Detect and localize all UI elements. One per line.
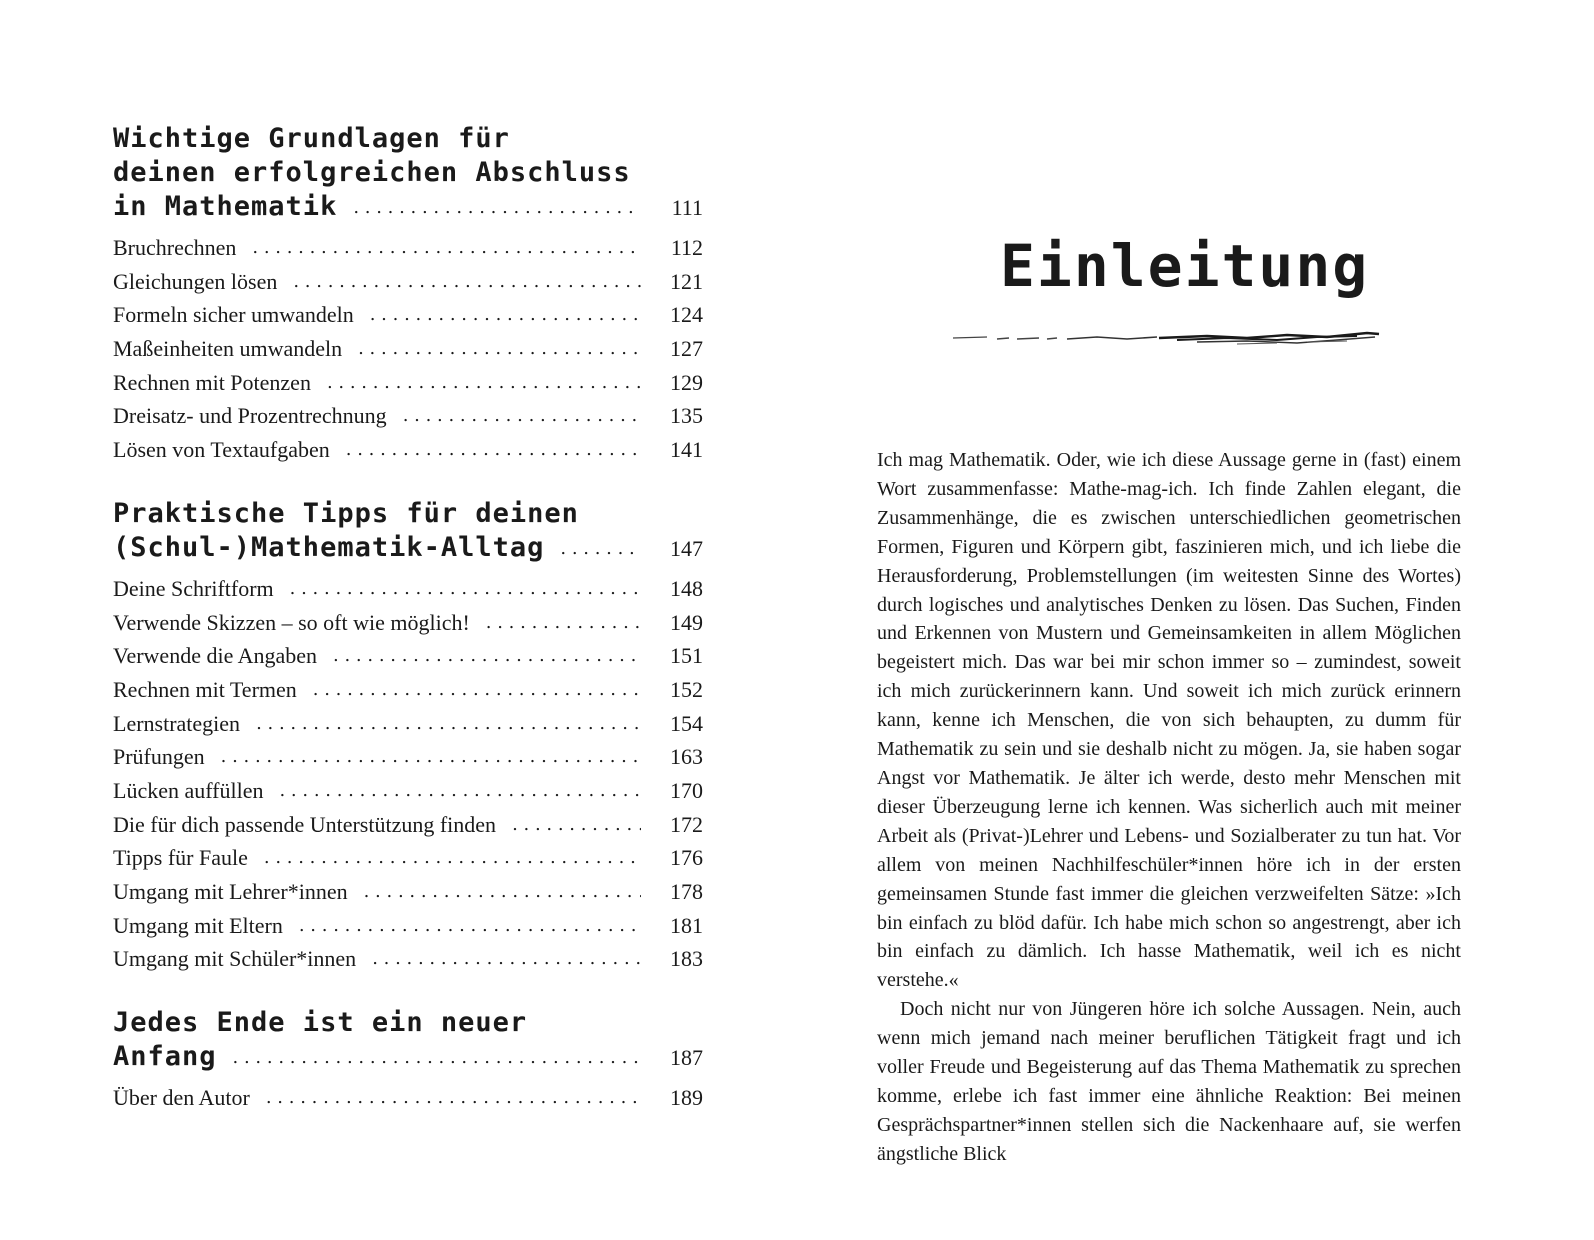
toc-entry-page: 127 xyxy=(670,336,703,362)
dot-leader xyxy=(313,673,641,707)
toc-entry-page: 135 xyxy=(670,403,703,429)
toc-entry-page: 121 xyxy=(670,268,703,294)
chapter-heading: Einleitung xyxy=(1000,232,1370,300)
toc-section-title xyxy=(113,497,703,568)
dot-leader xyxy=(370,298,641,332)
toc-entry-title: Die für dich passende Unterstützung finden xyxy=(113,811,497,837)
toc-section-page: 111 xyxy=(671,195,703,220)
toc-entry xyxy=(113,707,703,741)
toc-entry-title: Lösen von Textaufgaben xyxy=(113,437,330,463)
toc-entry xyxy=(113,1081,703,1115)
toc-section-title-line: Anfang xyxy=(113,1041,217,1073)
toc-entry xyxy=(113,399,703,433)
toc-entry-page: 170 xyxy=(670,777,703,803)
toc-entry-title: Tipps für Faule xyxy=(113,845,248,871)
dot-leader xyxy=(256,707,641,741)
toc-entry xyxy=(113,366,703,400)
toc-entry-title: Über den Autor xyxy=(113,1085,250,1111)
toc-entry xyxy=(113,909,703,943)
dot-leader xyxy=(327,366,641,400)
toc-entry xyxy=(113,265,703,299)
toc-entry-page: 172 xyxy=(670,811,703,837)
dot-leader xyxy=(290,572,641,606)
toc-section-title-line: in Mathematik xyxy=(113,191,338,222)
dot-leader xyxy=(221,740,641,774)
dot-leader xyxy=(512,808,641,842)
toc-entry-page: 129 xyxy=(670,369,703,395)
toc-section-grundlagen xyxy=(113,122,703,467)
dot-leader xyxy=(266,1081,641,1115)
dot-leader xyxy=(279,774,641,808)
toc-entry-page: 152 xyxy=(670,676,703,702)
toc-section-title-line: Praktische Tipps für deinen xyxy=(113,497,579,529)
toc-entry-title: Umgang mit Eltern xyxy=(113,912,283,938)
dot-leader xyxy=(233,1041,641,1075)
toc-entry-page: 124 xyxy=(670,302,703,328)
toc-section-title-line: Wichtige Grundlagen für xyxy=(113,123,510,154)
toc-entry-page: 148 xyxy=(670,575,703,601)
toc-entry xyxy=(113,231,703,265)
toc-entry-page: 183 xyxy=(670,946,703,972)
toc-entry-page: 178 xyxy=(670,879,703,904)
toc-section-title-line: deinen erfolgreichen Abschluss xyxy=(113,157,631,188)
toc-entry-title: Lernstrategien xyxy=(113,710,241,736)
toc-entry-page: 176 xyxy=(670,845,703,871)
toc-entry xyxy=(113,774,703,808)
toc-entry-page: 141 xyxy=(670,437,703,463)
toc-entry xyxy=(113,606,703,640)
toc-entry xyxy=(113,875,703,909)
toc-entry-page: 163 xyxy=(670,744,703,770)
dot-leader xyxy=(293,265,641,299)
toc-section-title-line: Jedes Ende ist ein neuer xyxy=(113,1007,528,1039)
toc-entry xyxy=(113,841,703,875)
table-of-contents xyxy=(113,122,703,1145)
dot-leader xyxy=(486,606,641,640)
toc-section-ende xyxy=(113,1006,703,1115)
toc-entry xyxy=(113,433,703,467)
toc-section-page: 147 xyxy=(670,535,703,561)
toc-entry xyxy=(113,332,703,366)
toc-entry-page: 112 xyxy=(670,235,703,260)
dot-leader xyxy=(353,191,641,225)
toc-entry-page: 151 xyxy=(670,643,703,669)
toc-entry-title: Rechnen mit Termen xyxy=(113,676,297,702)
dot-leader xyxy=(372,942,641,976)
dot-leader xyxy=(560,532,641,566)
toc-entry-title: Verwende die Angaben xyxy=(113,643,318,669)
right-page xyxy=(797,0,1594,1240)
body-paragraph: Doch nicht nur von Jüngeren höre ich solche Aussagen. Nein, auch wenn mich jemand nach meiner beruflichen Tätigkeit fragt und ich voller Freude und Begeisterung auf das Thema Mathematik zu sprechen komme, erlebe ich fast immer eine ähnliche Reaktion: Bei meinen Gesprächspartner*innen stellen sich die Nackenhaare auf, sie werfen ängstliche Blick xyxy=(877,998,1461,1165)
toc-entry-page: 149 xyxy=(670,609,703,635)
toc-entry-title: Maßeinheiten umwandeln xyxy=(113,336,343,362)
toc-entry xyxy=(113,673,703,707)
toc-entry xyxy=(113,740,703,774)
dot-leader xyxy=(252,231,641,265)
toc-entry-title: Rechnen mit Potenzen xyxy=(113,369,311,395)
toc-section-title xyxy=(113,122,703,227)
toc-entry-title: Formeln sicher umwandeln xyxy=(113,302,354,328)
dot-leader xyxy=(264,841,641,875)
chapter-body xyxy=(877,446,1461,1169)
toc-entry-title: Umgang mit Lehrer*innen xyxy=(113,879,348,904)
toc-entry-page: 181 xyxy=(670,912,703,938)
dot-leader xyxy=(346,433,641,467)
toc-section-tipps xyxy=(113,497,703,976)
toc-section-page: 187 xyxy=(670,1045,703,1071)
toc-entry-title: Umgang mit Schüler*innen xyxy=(113,946,357,972)
toc-entry-title: Bruchrechnen xyxy=(113,235,237,260)
toc-entry-page: 154 xyxy=(670,710,703,736)
body-paragraph: Ich mag Mathematik. Oder, wie ich diese Aussage gerne in (fast) einem Wort zusammenfasse: Mathe-mag-ich. Ich finde Zahlen elegant, die Zusammenhänge, die es zwischen unterschiedlichen geometrischen Formen, Figuren und Körpern gibt, faszinieren mich, und ich liebe die Herausforderung, Problemstellungen (im weitesten Sinne des Wortes) durch logisches und analytisches Denken zu lösen. Das Suchen, Finden und Erkennen von Mustern und Gemeinsamkeiten in allem Möglichen begeistert mich. Das war bei mir schon immer so – zumindest, soweit ich mich zurückerinnern kann. Und soweit ich mich zurück erinnern kann, kenne ich Menschen, die von sich behaupten, zu dumm für Mathematik zu sein und sie deshalb nicht zu mögen. Ja, sie haben sogar Angst vor Mathematik. Je älter ich werde, desto mehr Menschen mit dieser Überzeugung lerne ich kennen. Was sicherlich auch mit meiner Arbeit als (Privat-)Lehrer und Lebens- und Sozialberater zu tun hat. Vor allem von meinen Nachhilfeschüler*innen höre ich in der ersten gemeinsamen Stunde fast immer die gleichen verzweifelten Sätze: »Ich bin einfach zu blöd dafür. Ich habe mich schon so angestrengt, aber ich bin einfach zu dämlich. Ich hasse Mathematik, weil ich es nicht verstehe.« xyxy=(877,449,1461,992)
dot-leader xyxy=(333,639,641,673)
toc-entry-title: Prüfungen xyxy=(113,744,205,770)
dot-leader xyxy=(364,875,641,909)
dot-leader xyxy=(299,909,641,943)
toc-entry xyxy=(113,298,703,332)
dot-leader xyxy=(403,399,641,433)
toc-entry-title: Deine Schriftform xyxy=(113,575,274,601)
toc-entry xyxy=(113,942,703,976)
toc-entry-page: 189 xyxy=(670,1085,703,1111)
toc-entry-title: Dreisatz- und Prozentrechnung xyxy=(113,403,387,429)
dot-leader xyxy=(358,332,641,366)
toc-section-title-line: (Schul-)Mathematik-Alltag xyxy=(113,531,545,563)
toc-entry xyxy=(113,639,703,673)
toc-section-title xyxy=(113,1006,703,1077)
toc-entry-title: Gleichungen lösen xyxy=(113,268,278,294)
scribble-underline xyxy=(947,327,1387,351)
toc-entry-title: Verwende Skizzen – so oft wie möglich! xyxy=(113,609,470,635)
toc-entry-title: Lücken auffüllen xyxy=(113,777,264,803)
toc-entry xyxy=(113,572,703,606)
toc-entry xyxy=(113,808,703,842)
